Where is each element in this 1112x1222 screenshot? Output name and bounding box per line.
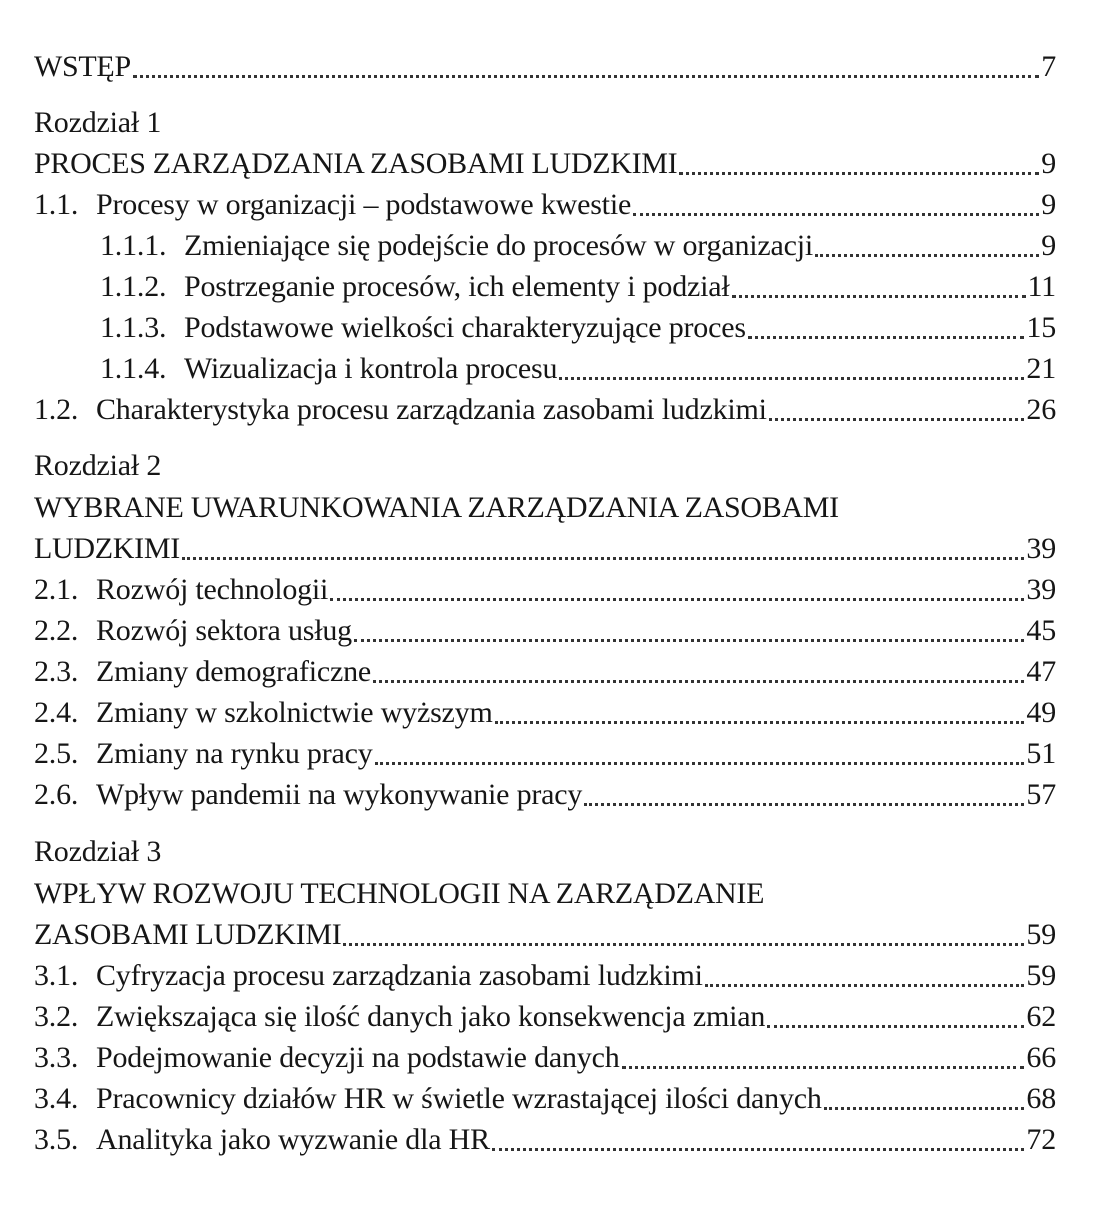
section-title: Podejmowanie decyzji na podstawie danych <box>96 1041 620 1074</box>
chapter-1-label <box>34 103 1056 143</box>
chapter-3-title-line-1 <box>34 874 1056 914</box>
toc-entry-1-2 <box>34 390 1056 430</box>
toc-entry-3-4 <box>34 1079 1056 1119</box>
dot-leader <box>343 933 1024 946</box>
toc-entry-page: 7 <box>1041 50 1056 83</box>
chapter-title: WYBRANE UWARUNKOWANIA ZARZĄDZANIA ZASOBAMI <box>34 491 839 524</box>
chapter-title: PROCES ZARZĄDZANIA ZASOBAMI LUDZKIMI <box>34 147 678 180</box>
toc-entry-2-1 <box>34 570 1056 610</box>
section-page: 26 <box>1026 393 1056 426</box>
toc-entry-3-2 <box>34 997 1056 1037</box>
chapter-page: 59 <box>1026 918 1056 951</box>
toc-entry-3-1 <box>34 956 1056 996</box>
section-title: Zmiany na rynku pracy <box>96 737 373 770</box>
section-number: 2.6. <box>34 778 79 811</box>
subsection-page: 11 <box>1027 270 1056 303</box>
toc-entry-1-1 <box>34 185 1056 225</box>
dot-leader <box>354 629 1024 642</box>
chapter-page: 39 <box>1026 532 1056 565</box>
toc-entry-2-6 <box>34 775 1056 815</box>
chapter-label: Rozdział 2 <box>34 449 162 482</box>
section-page: 49 <box>1026 696 1056 729</box>
chapter-2-title-line-2 <box>34 529 1056 569</box>
dot-leader <box>767 1015 1024 1028</box>
toc-entry-2-4 <box>34 693 1056 733</box>
section-title: Zmiany w szkolnictwie wyższym <box>96 696 493 729</box>
section-number: 2.5. <box>34 737 79 770</box>
dot-leader <box>824 1097 1025 1110</box>
subsection-number: 1.1.1. <box>100 229 167 262</box>
section-number: 2.4. <box>34 696 79 729</box>
chapter-2-label <box>34 446 1056 486</box>
section-title: Pracownicy działów HR w świetle wzrastającej ilości danych <box>96 1082 822 1115</box>
toc-entry-1-1-4 <box>100 349 1056 389</box>
section-number: 3.5. <box>34 1123 79 1156</box>
dot-leader <box>815 244 1039 257</box>
subsection-title: Zmieniające się podejście do procesów w organizacji <box>184 229 813 262</box>
toc-entry-1-1-3 <box>100 308 1056 348</box>
section-title: Rozwój sektora usług <box>96 614 352 647</box>
chapter-2-title-line-1 <box>34 488 1056 528</box>
dot-leader <box>133 65 1039 78</box>
section-number: 1.1. <box>34 188 79 221</box>
dot-leader <box>492 1138 1025 1151</box>
chapter-page: 9 <box>1041 147 1056 180</box>
toc-entry-2-5 <box>34 734 1056 774</box>
toc-entry-2-3 <box>34 652 1056 692</box>
section-page: 47 <box>1026 655 1056 688</box>
section-title: Zwiększająca się ilość danych jako konsekwencja zmian <box>96 1000 766 1033</box>
chapter-label: Rozdział 3 <box>34 835 162 868</box>
section-number: 3.3. <box>34 1041 79 1074</box>
section-number: 2.3. <box>34 655 79 688</box>
section-number: 3.4. <box>34 1082 79 1115</box>
dot-leader <box>373 670 1024 683</box>
dot-leader <box>495 711 1025 724</box>
section-title: Rozwój technologii <box>96 573 329 606</box>
section-page: 62 <box>1026 1000 1056 1033</box>
dot-leader <box>633 203 1039 216</box>
dot-leader <box>330 588 1024 601</box>
dot-leader <box>622 1056 1025 1069</box>
toc-entry-1-1-2 <box>100 267 1056 307</box>
section-page: 51 <box>1026 737 1056 770</box>
section-title: Analityka jako wyzwanie dla HR <box>96 1123 490 1156</box>
dot-leader <box>375 752 1025 765</box>
section-page: 66 <box>1026 1041 1056 1074</box>
section-page: 59 <box>1026 959 1056 992</box>
section-title: Wpływ pandemii na wykonywanie pracy <box>96 778 583 811</box>
section-page: 9 <box>1041 188 1056 221</box>
chapter-3-label <box>34 832 1056 872</box>
section-page: 39 <box>1026 573 1056 606</box>
chapter-title: LUDZKIMI <box>34 532 180 565</box>
chapter-3-title-line-2 <box>34 915 1056 955</box>
subsection-page: 21 <box>1026 352 1056 385</box>
section-title: Procesy w organizacji – podstawowe kwestie <box>96 188 632 221</box>
section-number: 2.1. <box>34 573 79 606</box>
section-number: 3.2. <box>34 1000 79 1033</box>
toc-entry-2-2 <box>34 611 1056 651</box>
dot-leader <box>748 326 1025 339</box>
toc-entry-1-1-1 <box>100 226 1056 266</box>
section-title: Cyfryzacja procesu zarządzania zasobami ludzkimi <box>96 959 703 992</box>
subsection-number: 1.1.3. <box>100 311 167 344</box>
section-title: Zmiany demograficzne <box>96 655 372 688</box>
toc-entry-3-5 <box>34 1120 1056 1160</box>
dot-leader <box>732 285 1026 298</box>
subsection-number: 1.1.4. <box>100 352 167 385</box>
chapter-1-title <box>34 144 1056 184</box>
section-page: 57 <box>1026 778 1056 811</box>
dot-leader <box>705 974 1025 987</box>
toc-entry-title: WSTĘP <box>34 50 131 83</box>
section-title: Charakterystyka procesu zarządzania zasobami ludzkimi <box>96 393 767 426</box>
chapter-title: WPŁYW ROZWOJU TECHNOLOGII NA ZARZĄDZANIE <box>34 877 765 910</box>
subsection-title: Wizualizacja i kontrola procesu <box>184 352 558 385</box>
section-page: 68 <box>1026 1082 1056 1115</box>
dot-leader <box>679 162 1039 175</box>
chapter-title: ZASOBAMI LUDZKIMI <box>34 918 342 951</box>
dot-leader <box>559 367 1024 380</box>
chapter-label: Rozdział 1 <box>34 106 162 139</box>
subsection-number: 1.1.2. <box>100 270 167 303</box>
section-page: 45 <box>1026 614 1056 647</box>
section-number: 3.1. <box>34 959 79 992</box>
subsection-title: Postrzeganie procesów, ich elementy i podział <box>184 270 730 303</box>
dot-leader <box>182 547 1024 560</box>
section-page: 72 <box>1026 1123 1056 1156</box>
section-number: 1.2. <box>34 393 79 426</box>
toc-entry-3-3 <box>34 1038 1056 1078</box>
subsection-page: 15 <box>1026 311 1056 344</box>
subsection-page: 9 <box>1041 229 1056 262</box>
subsection-title: Podstawowe wielkości charakteryzujące proces <box>184 311 746 344</box>
dot-leader <box>584 793 1024 806</box>
dot-leader <box>769 408 1025 421</box>
section-number: 2.2. <box>34 614 79 647</box>
toc-entry-intro <box>34 47 1056 87</box>
